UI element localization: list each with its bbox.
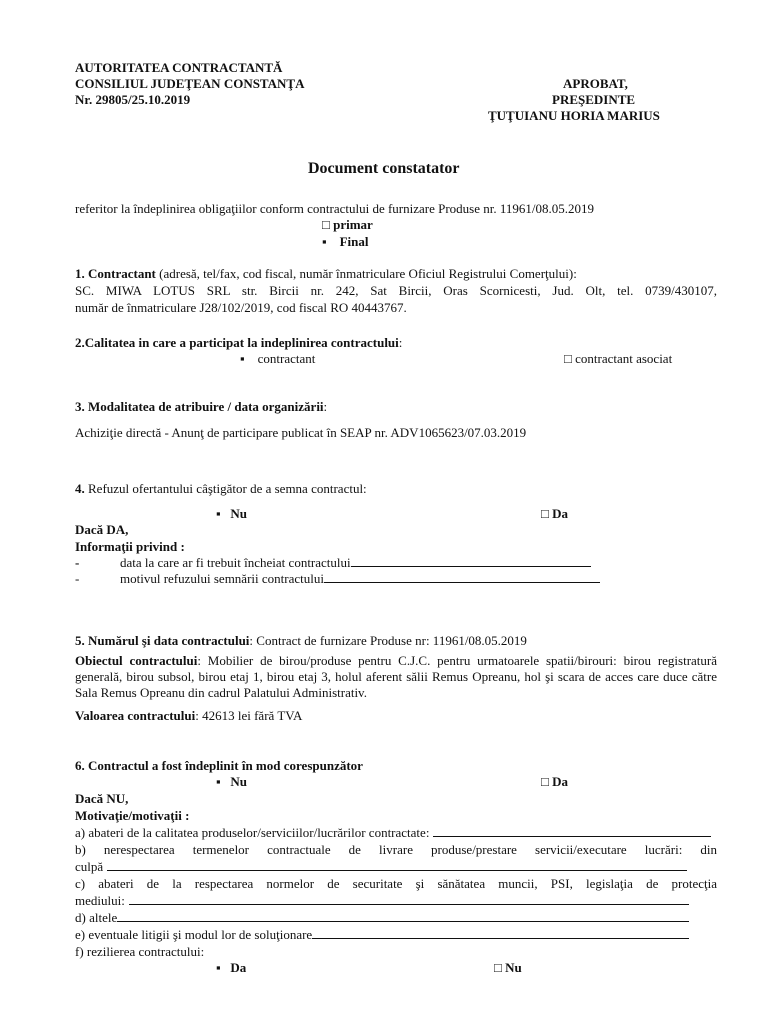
refusal-item-date-label: data la care ar fi trebuit încheiat contractului [120, 555, 351, 570]
section-2-heading: 2.Calitatea in care a participat la indeplinirea contractului [75, 335, 399, 350]
section-2-colon: : [398, 335, 403, 350]
bullet-icon: ▪ [216, 774, 221, 789]
blank-line [117, 910, 689, 922]
section-4-heading: 4. [75, 481, 85, 496]
section-1-header [75, 266, 577, 282]
daca-nu-label: Dacă NU, [75, 791, 129, 806]
contract-object-text: : Mobilier de birou/produse pentru C.J.C. pentru urmatoarele spatii/birouri: birou registratură generală, birou subsol, birou etaj 1, birou etaj 3, holul aferent sălii Remus Opreanu, hol şi scara de acces care duce către Sala Remus Opreanu din cadrul Palatului Administrativ. [75, 653, 718, 700]
approved-label: APROBAT, [563, 76, 628, 91]
section-1-heading: 1. Contractant [75, 266, 156, 281]
dash-2: - [75, 571, 80, 586]
contract-object [75, 653, 717, 701]
reason-e [75, 927, 717, 943]
info-label: Informaţii privind : [75, 539, 185, 554]
reason-c-line-1: c) abateri de la respectarea normelor de securitate şi sănătatea muncii, PSI, legislaţia de protecţia [75, 876, 717, 891]
authority-number: Nr. 29805/25.10.2019 [75, 92, 191, 107]
option-nu-label: Nu [230, 506, 247, 521]
refusal-item-reason-label: motivul refuzului semnării contractului [120, 571, 324, 586]
reason-a [75, 825, 717, 841]
option-contractant [240, 351, 315, 367]
document-title: Document constatator [308, 160, 460, 177]
section-3-header [75, 399, 327, 415]
bullet-icon: ▪ [240, 351, 245, 366]
reason-f: f) rezilierea contractului: [75, 944, 205, 959]
option-contractant-asociat: □ contractant asociat [564, 351, 673, 366]
section-4-header [75, 481, 367, 497]
authority-title: AUTORITATEA CONTRACTANTĂ [75, 60, 283, 75]
dash-1: - [75, 555, 80, 570]
bullet-icon: ▪ [216, 506, 221, 521]
contract-value-label: Valoarea contractului [75, 708, 196, 723]
section-5-header [75, 633, 527, 649]
option-nu-label: Nu [230, 774, 247, 789]
option-contractant-label: contractant [257, 351, 316, 366]
reason-c-line-2 [75, 893, 717, 909]
contractor-line-2: număr de înmatriculare J28/102/2019, cod fiscal RO 40443767. [75, 300, 407, 315]
section-6-heading: 6. Contractul a fost îndeplinit în mod corespunzător [75, 758, 363, 773]
reason-d [75, 910, 717, 926]
option-da-label: Da [230, 960, 247, 975]
blank-line [351, 555, 591, 567]
section-3-heading: 3. Modalitatea de atribuire / data organizării [75, 399, 324, 414]
contract-value-text: : 42613 lei fără TVA [195, 708, 303, 723]
blank-line [433, 825, 711, 837]
section-4-text: Refuzul ofertantului câştigător de a semna contractul: [84, 481, 367, 496]
option-da [216, 960, 246, 976]
daca-da-label: Dacă DA, [75, 522, 129, 537]
contractor-line-1: SC. MIWA LOTUS SRL str. Bircii nr. 242, Sat Bircii, Oras Scornicesti, Jud. Olt, tel. 0739/430107, [75, 283, 717, 298]
option-final [322, 234, 369, 250]
blank-line [129, 893, 689, 905]
intro-text: referitor la îndeplinirea obligaţiilor conform contractului de furnizare Produse nr. 11961/08.05.2019 [75, 201, 595, 216]
option-final-label: Final [339, 234, 369, 249]
option-da: □ Da [541, 506, 568, 521]
option-nu [216, 774, 247, 790]
president-label: PREŞEDINTE [552, 92, 636, 107]
contract-value [75, 708, 302, 724]
award-method-text: Achiziţie directă - Anunţ de participare publicat în SEAP nr. ADV1065623/07.03.2019 [75, 425, 527, 440]
contract-number-text: : Contract de furnizare Produse nr: 11961/08.05.2019 [249, 633, 527, 648]
reason-b-line-2-label: culpă [75, 859, 104, 874]
reason-a-label: a) abateri de la calitatea produselor/serviciilor/lucrărilor contractate: [75, 825, 430, 840]
option-nu [216, 506, 247, 522]
authority-name: CONSILIUL JUDEŢEAN CONSTANŢA [75, 76, 305, 91]
section-5-heading: 5. Numărul şi data contractului [75, 633, 250, 648]
blank-line [324, 571, 600, 583]
refusal-item-date [120, 555, 591, 571]
motivatie-label: Motivaţie/motivaţii : [75, 808, 190, 823]
blank-line [107, 859, 687, 871]
reason-e-label: e) eventuale litigii şi modul lor de soluţionare [75, 927, 313, 942]
refusal-item-reason [120, 571, 600, 587]
contract-object-label: Obiectul contractului [75, 653, 198, 668]
reason-c-line-2-label: mediului: [75, 893, 125, 908]
option-nu: □ Nu [494, 960, 522, 975]
bullet-icon: ▪ [216, 960, 221, 975]
option-da: □ Da [541, 774, 568, 789]
bullet-icon: ▪ [322, 234, 327, 249]
section-1-desc: (adresă, tel/fax, cod fiscal, număr înmatriculare Oficiul Registrului Comerţului): [155, 266, 577, 281]
president-name: ŢUŢUIANU HORIA MARIUS [488, 108, 660, 123]
section-2-header [75, 335, 402, 351]
reason-b-line-2 [75, 859, 717, 875]
reason-d-label: d) altele [75, 910, 118, 925]
option-primar: □ primar [322, 217, 373, 232]
section-3-colon: : [323, 399, 328, 414]
blank-line [312, 927, 689, 939]
reason-b-line-1: b) nerespectarea termenelor contractuale de livrare produse/prestare servicii/executare lucrări: din [75, 842, 717, 857]
